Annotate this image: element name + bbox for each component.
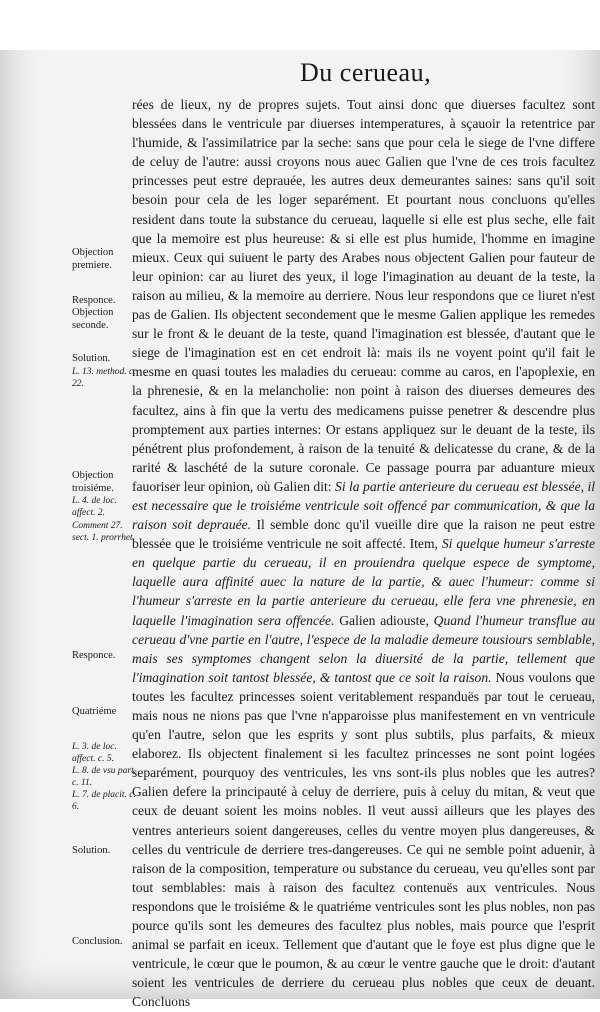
text-run: rées de lieux, ny de propres sujets. Tout ainsi donc que diuerses facultez sont blessées dans le ventricule par diuerses intemperatures, à sçauoir la retentrice par l'humide, & l'assimilatrice par la seche: sans que pour cela le siege de l'vne differe de celuy de l'autre: aussi croyons nous auec Galien que l'vne de ces trois facultez princesses peut estre deprauée, les autres deux demeurantes saines: sans qu'il soit besoin pour cela de les loger separément. Et pourtant nous concluons qu'elles resident dans toute la substance du cerueau, laquelle si elle est plus seche, elle fait que la memoire est plus heureuse: & si elle est plus humide, l'homme en imagine mieux. Ceux qui suiuent le party des Arabes nous objectent Galien pour fauteur de leur opinion: car au liuret des yeux, il loge l'imagination au deuant de la teste, la raison au milieu, & la memoire au derriere. Nous leur respondons que ce liuret n'est pas de Galien. Ils objectent secondement que le mesme Galien applique les remedes sur le front & le deuant de la teste, quand l'imagination est blessée, d'autant que le siege de l'imagination est en cet endroit là: mais ils ne voyent point qu'il fait le mesme en quasi toutes les maladies du cerueau: comme au caros, en l'apoplexie, en la phrenesie, & en la melancholie: non point à raison des diuerses demeures des facultez, ains à fin que la vertu des medicamens puisse penetrer & descendre plus promptement aux parties internes: Or estans appliquez sur le deuant de la teste, ils pénétrent plus profondement, à raison de la tenuité & delicatesse du crane, & de la rarité & laschété de la suture coronale. Ce passage pourra par aduanture mieux fauoriser leur opinion, où Galien dit:	[132, 97, 595, 494]
text-run: Il semble donc qu'il vueille dire que la raison ne peut estre blessée que le troisiéme ventricule ne soit affecté. Item,	[132, 517, 595, 552]
margin-note-objection-3: Objection troisiéme.	[72, 470, 114, 494]
margin-note-quatrieme: Quatriéme	[72, 706, 117, 717]
margin-note-reference: L. 3. de loc. affect. c. 5.	[72, 742, 117, 764]
margin-note-reference: L. 4. de loc. affect. 2.	[72, 496, 117, 518]
galen-quote: Quand l'humeur transflue au cerueau d'vne partie en l'autre, l'espece de la maladie demeure tousiours semblable, mais ses symptomes changent selon la diuersité de la partie, tellement que l'imagination soit tantost blessée, & tantost que ce soit la raison.	[132, 612, 595, 685]
body-text	[132, 95, 595, 1012]
margin-note-reference: L. 8. de vsu part. c. 11.	[72, 766, 137, 788]
text-run: Nous voulons que toutes les facultez princesses soient veritablement respanduës par tout le cerueau, mais nous ne nions pas que l'vne n'apparoisse plus manifestement en vn ventricule qu'en l'autre, selon que les esprits y sont plus subtils, plus parfaits, & mieux elaborez. Ils objectent finalement si les facultez princesses ne sont point logées separément, pourquoy des ventricules, les vns sont-ils plus nobles que les autres? Galien defere la principauté à celuy de derriere, puis à celuy du mitan, & veut que ceux de deuant soient les moins nobles. Il veut aussi ailleurs que les playes des ventres anterieurs soient dangereuses, celles du ventre moyen plus dangereuses, & celles du ventricule de derriere tres-dangereuses. Ce qui ne semble point aduenir, à raison de la composition, temperature ou substance du cerueau, veu qu'elles sont par tout semblables: mais à raison des facultez contenuës aux ventricules. Nous respondons que le troisiéme & le quatriéme ventricules sont les plus nobles, non pas pource qu'ils sont les demeures des facultez plus nobles, mais pource que l'esprit animal se parfait en iceux. Tellement que d'autant que le foye est plus digne que le ventricule, le cœur que le poumon, & au cœur le ventre gauche que le droit: d'autant soient les ventricules de derriere du cerueau plus nobles que ceux de deuant. Concluons	[132, 669, 595, 1010]
galen-quote: Si la partie anterieure du cerueau est blessée, il est necessaire que le troisiéme ventricule soit offencé par communication, & que la raison soit deprauée.	[132, 478, 595, 533]
main-paragraph	[132, 95, 595, 1012]
page-title: Du cerueau,	[300, 58, 432, 87]
margin-note-responce-2: Responce.	[72, 650, 116, 661]
margin-note-reference: L. 7. de placit. c. 6.	[72, 790, 136, 812]
margin-note-reference: L. 13. method. c. 22.	[72, 367, 136, 389]
margin-note-reference: Comment 27. sect. 1. prorrhet.	[72, 521, 136, 543]
margin-note-objection-2: Objection seconde.	[72, 307, 114, 331]
galen-quote: Si quelque humeur s'arreste en quelque partie du cerueau, il en prouiendra quelque espece de symptome, laquelle aura affinité auec la nature de la partie, & auec l'humeur: comme si l'humeur s'arreste en la partie anterieure du cerueau, elle fera vne phrenesie, en laquelle l'imagination sera offencée.	[132, 536, 595, 628]
margin-note-conclusion: Conclusion.	[72, 936, 123, 947]
margin-notes	[0, 0, 137, 999]
margin-note-responce-1: Responce.	[72, 295, 116, 306]
margin-note-objection-1: Objection premiere.	[72, 247, 114, 271]
text-run: Galien adiouste,	[334, 612, 434, 628]
margin-note-solution-2: Solution.	[72, 845, 111, 856]
margin-note-solution-1: Solution.	[72, 353, 111, 364]
